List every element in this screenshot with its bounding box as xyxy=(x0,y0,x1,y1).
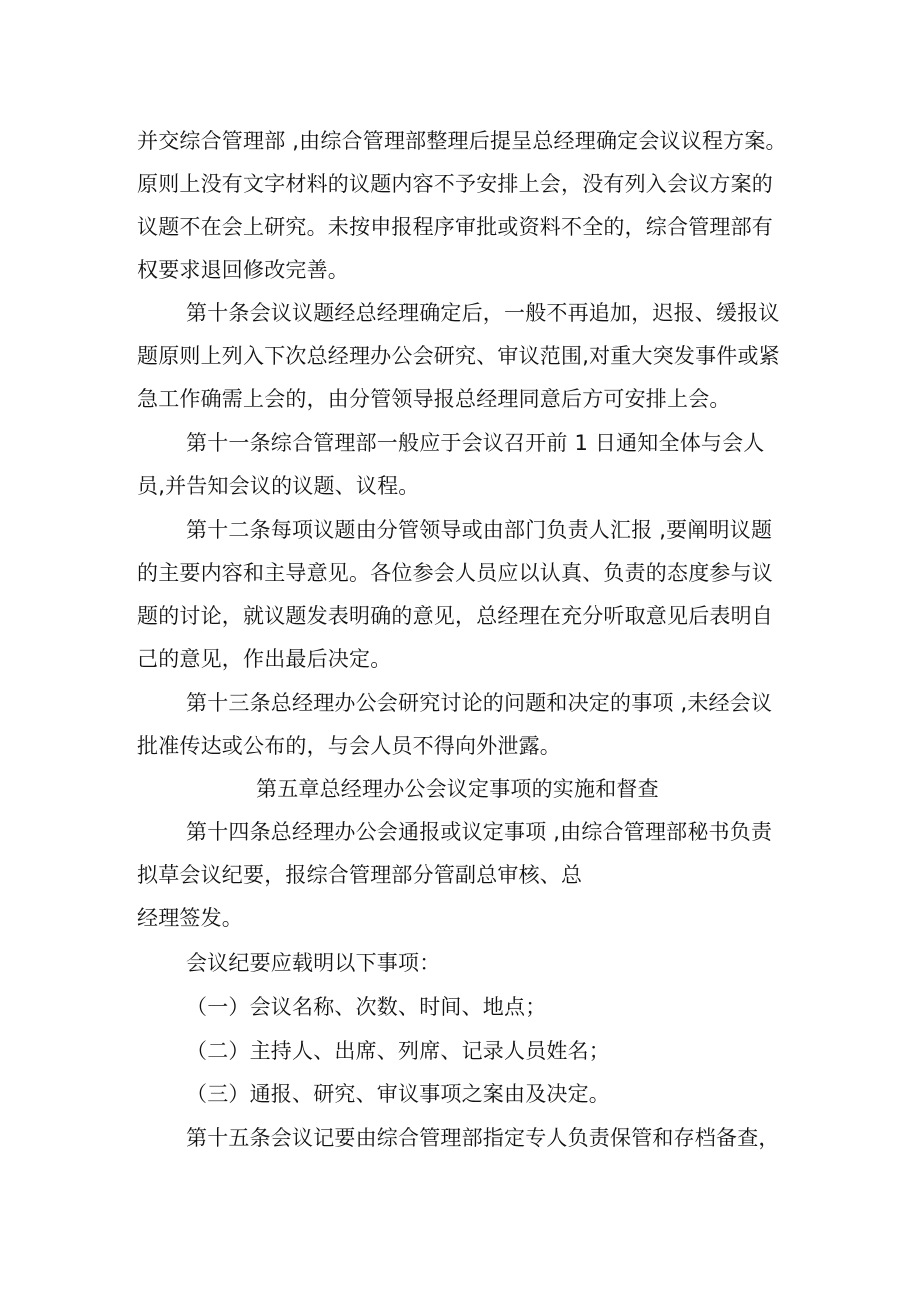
body-text-line: 经理签发。 xyxy=(137,906,243,930)
body-text-line: 议题不在会上研究。未按申报程序审批或资料不全的，综合管理部有 xyxy=(137,215,773,239)
body-text-line: 的主要内容和主导意见。各位参会人员应以认真、负责的态度参与议 xyxy=(137,561,773,585)
minutes-item-1: （一）会议名称、次数、时间、地点； xyxy=(186,995,547,1019)
article-15-paragraph-start: 第十五条会议记要由综合管理部指定专人负责保管和存档备查， xyxy=(186,1126,780,1150)
minutes-item-2: （二）主持人、出席、列席、记录人员姓名； xyxy=(186,1039,610,1063)
body-text-line: 员,并告知会议的议题、议程。 xyxy=(137,474,420,498)
article-10-paragraph-start: 第十条会议议题经总经理确定后，一般不再追加，迟报、缓报议 xyxy=(186,301,780,325)
article-14-paragraph-start: 第十四条总经理办公会通报或议定事项 ,由综合管理部秘书负责 xyxy=(186,820,773,844)
article-13-paragraph-start: 第十三条总经理办公会研究讨论的问题和决定的事项 ,未经会议 xyxy=(186,691,773,715)
body-text-line: 并交综合管理部 ,由综合管理部整理后提呈总经理确定会议议程方案。 xyxy=(137,129,787,153)
body-text-line: 题的讨论，就议题发表明确的意见，总经理在充分听取意见后表明自 xyxy=(137,604,773,628)
chapter-five-heading: 第五章总经理办公会议定事项的实施和督查 xyxy=(256,777,659,801)
article-12-paragraph-start: 第十二条每项议题由分管领导或由部门负责人汇报 ,要阐明议题 xyxy=(186,518,773,542)
body-text-line: 题原则上列入下次总经理办公会研究、审议范围,对重大突发事件或紧 xyxy=(137,344,780,368)
body-text-line: 原则上没有文字材料的议题内容不予安排上会，没有列入会议方案的 xyxy=(137,172,773,196)
body-text-line: 己的意见，作出最后决定。 xyxy=(137,647,392,671)
body-text-line: 急工作确需上会的，由分管领导报总经理同意后方可安排上会。 xyxy=(137,387,731,411)
body-text-line: 权要求退回修改完善。 xyxy=(137,258,349,282)
minutes-item-3: （三）通报、研究、审议事项之案由及决定。 xyxy=(186,1082,610,1106)
body-text-line: 拟草会议纪要，报综合管理部分管副总审核、总 xyxy=(137,863,583,887)
body-text-line: 批准传达或公布的，与会人员不得向外泄露。 xyxy=(137,734,561,758)
minutes-items-intro: 会议纪要应载明以下事项： xyxy=(186,951,441,975)
article-11-paragraph-start: 第十一条综合管理部一般应于会议召开前 1 日通知全体与会人 xyxy=(186,431,765,455)
